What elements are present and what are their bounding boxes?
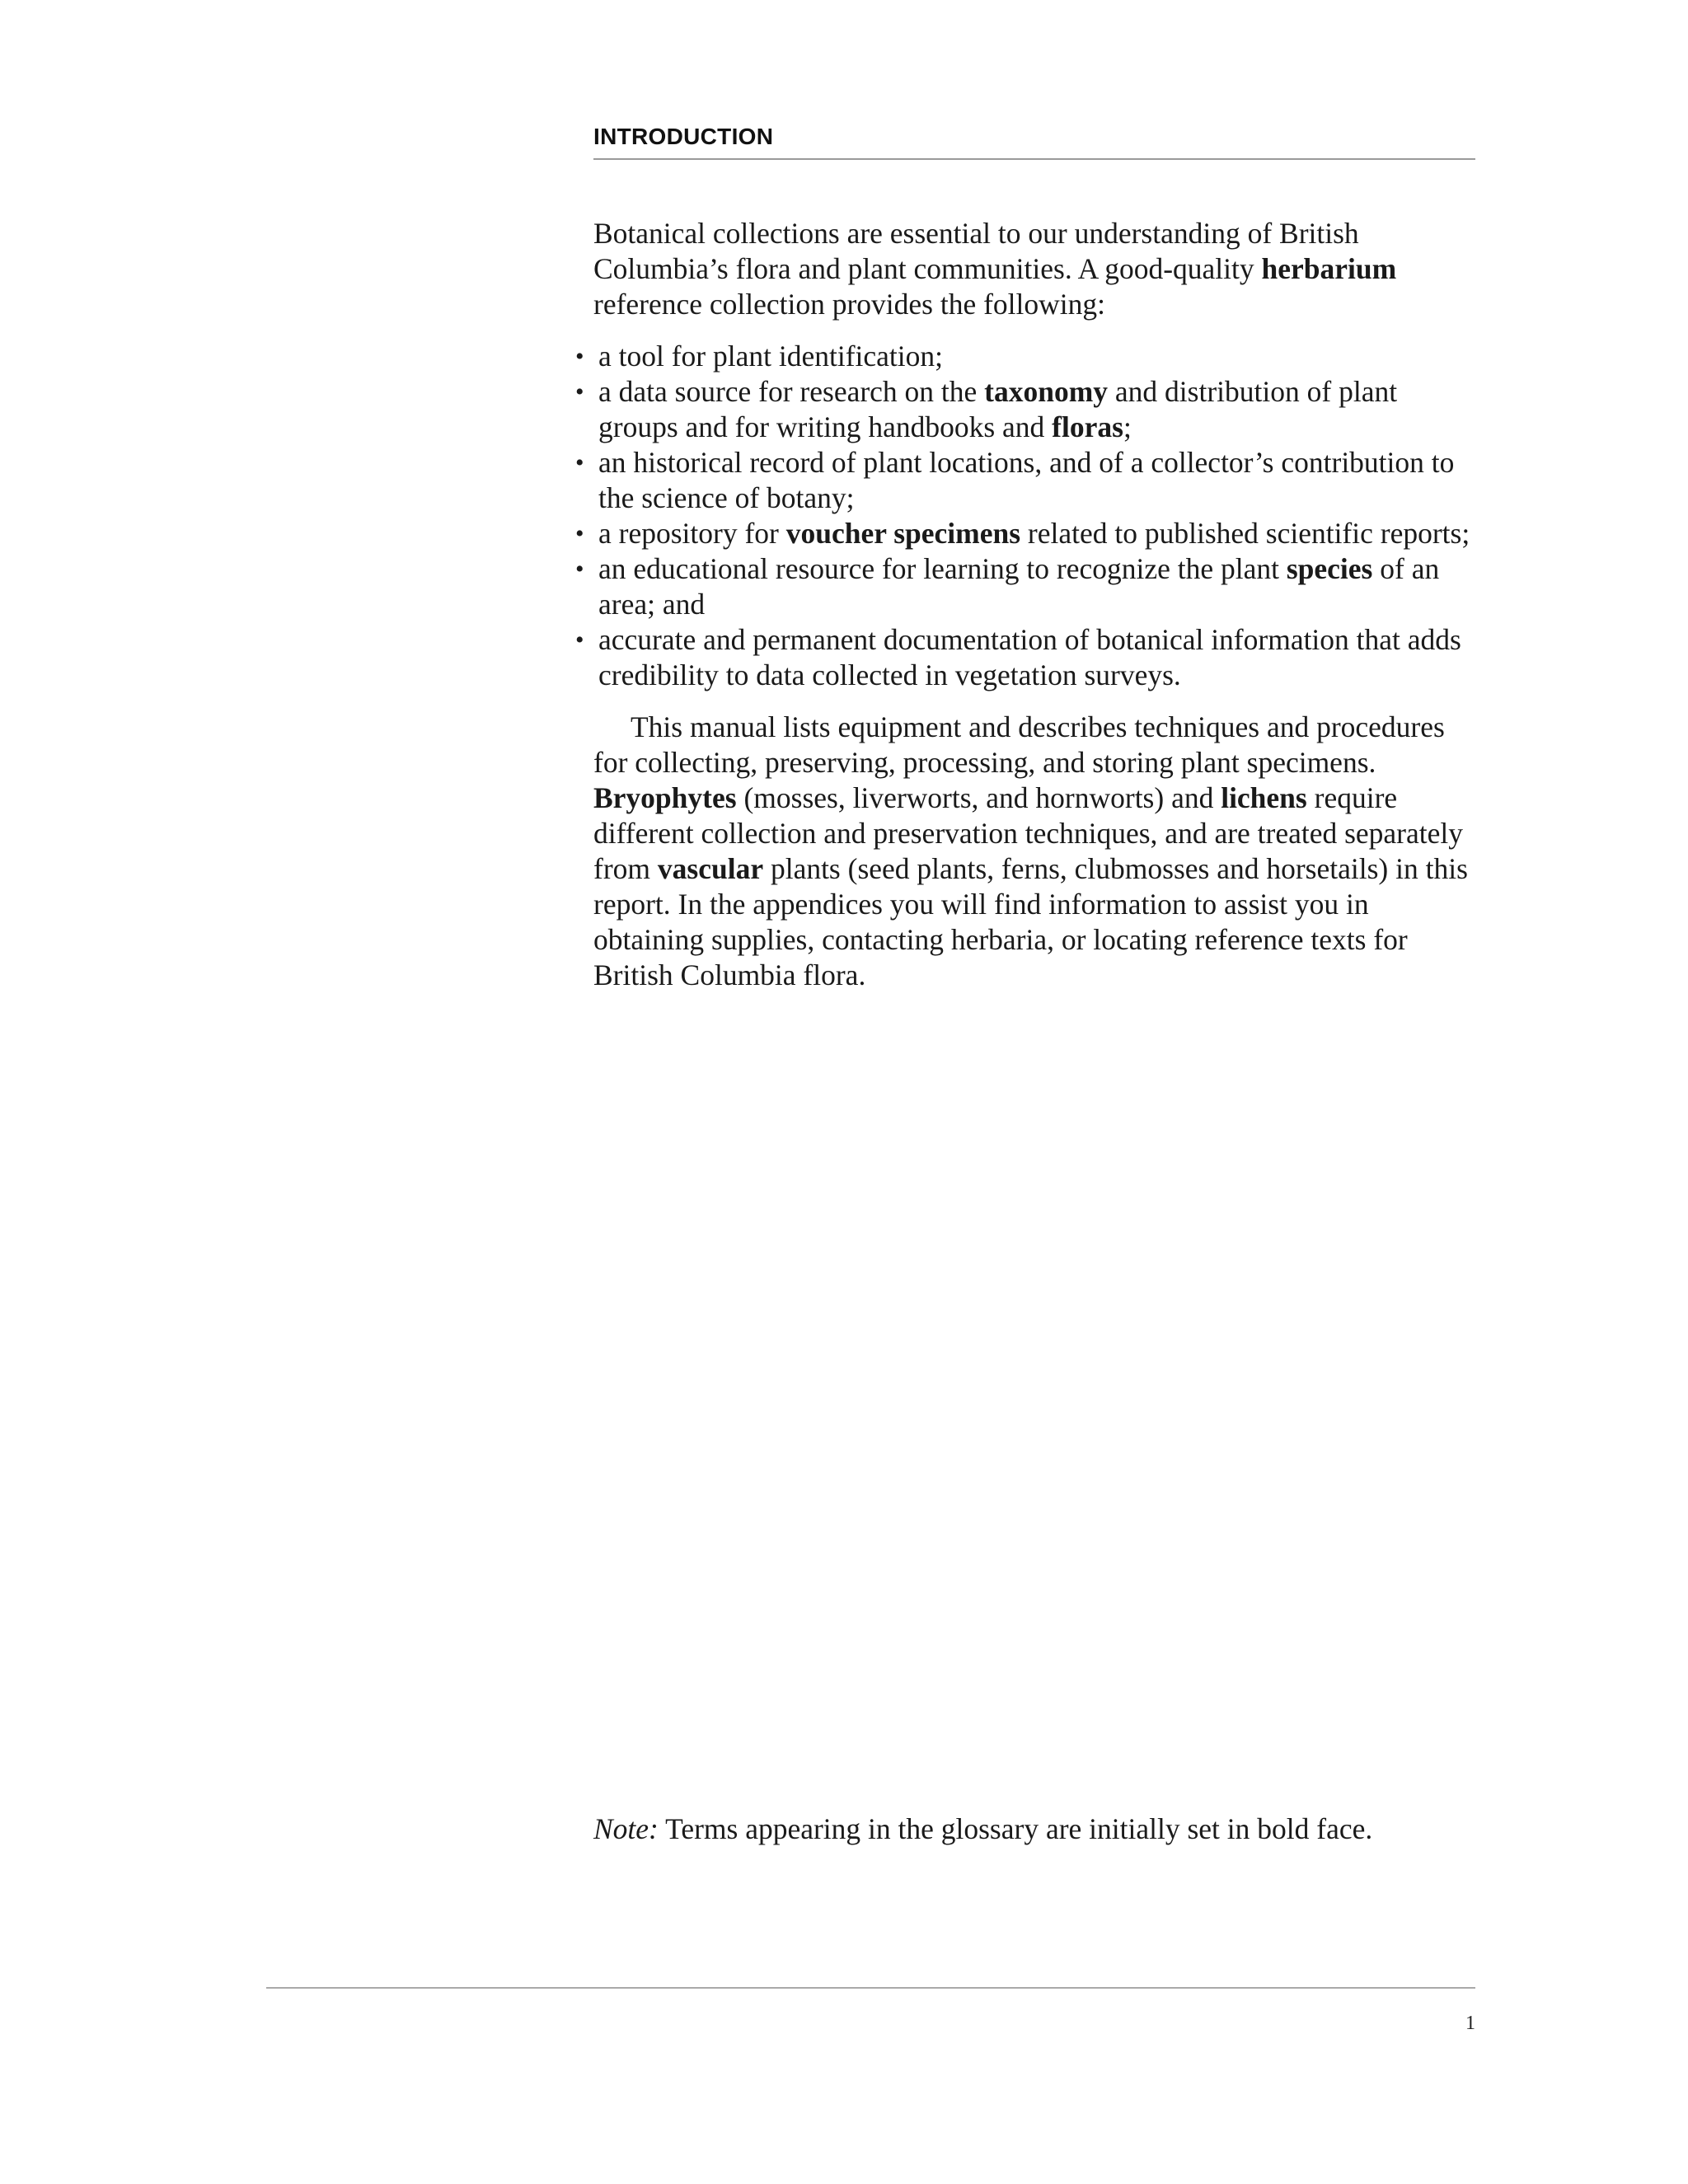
intro-text: reference collection provides the following: (593, 288, 1106, 321)
list-item (575, 516, 1479, 551)
intro-paragraph (593, 216, 1479, 322)
section-title: INTRODUCTION (593, 124, 1475, 160)
list-item-text: and distribution of plant groups and for writing handbooks and (598, 375, 1398, 443)
list-item-text: ; (1123, 410, 1132, 443)
bullet-icon: • (575, 343, 584, 370)
list-item-text: accurate and permanent documentation of botanical information that adds credibility to data collected in vegetation surveys. (598, 623, 1461, 691)
note-text: Terms appearing in the glossary are initially set in bold face. (658, 1812, 1373, 1845)
list-item-text: of an area; and (598, 552, 1440, 621)
note-label: Note: (593, 1812, 659, 1845)
list-item-text: a tool for plant identification; (598, 340, 943, 373)
bullet-icon: • (575, 520, 584, 547)
glossary-term-herbarium: herbarium (1261, 252, 1397, 285)
glossary-term-lichens: lichens (1221, 781, 1307, 814)
body-text: This manual lists equipment and describes techniques and procedures for collecting, preserving, processing, and storing plant specimens. (593, 710, 1445, 779)
list-item (575, 551, 1479, 622)
glossary-term-species: species (1286, 552, 1373, 585)
bullet-icon: • (575, 449, 584, 476)
list-item (575, 445, 1479, 516)
glossary-term-floras: floras (1052, 410, 1123, 443)
list-item-text: an educational resource for learning to recognize the plant (598, 552, 1287, 585)
page-number: 1 (1465, 2013, 1475, 2034)
glossary-term-voucher-specimens: voucher specimens (785, 517, 1021, 550)
bullet-icon: • (575, 378, 584, 405)
list-item-text: a repository for (598, 517, 786, 550)
glossary-term-vascular: vascular (657, 852, 764, 885)
list-item-text: a data source for research on the (598, 375, 985, 408)
glossary-term-bryophytes: Bryophytes (593, 781, 737, 814)
intro-text: Botanical collections are essential to our understanding of British Columbia’s flora and plant communities. A good-quality (593, 217, 1359, 285)
list-item (575, 622, 1479, 693)
body-paragraph (593, 710, 1479, 993)
body-text: require different collection and preservation techniques, and are treated separately from (593, 781, 1463, 885)
glossary-note (593, 1811, 1479, 1847)
list-item-text: an historical record of plant locations, and of a collector’s contribution to the science of botany; (598, 446, 1455, 514)
glossary-term-taxonomy: taxonomy (984, 375, 1109, 408)
body-text: (mosses, liverworts, and hornworts) and (736, 781, 1221, 814)
main-content (575, 216, 1479, 993)
list-item-text: related to published scientific reports; (1020, 517, 1470, 550)
list-item (575, 339, 1479, 374)
bullet-list (575, 339, 1479, 693)
list-item (575, 374, 1479, 445)
bullet-icon: • (575, 626, 584, 654)
section-header (593, 124, 1475, 160)
bullet-icon: • (575, 555, 584, 583)
body-text: plants (seed plants, ferns, clubmosses and horsetails) in this report. In the appendices you will find information to assist you in obtaining supplies, contacting herbaria, or locating reference texts for British Columbia flora. (593, 852, 1468, 991)
footer-divider (266, 1987, 1475, 1989)
